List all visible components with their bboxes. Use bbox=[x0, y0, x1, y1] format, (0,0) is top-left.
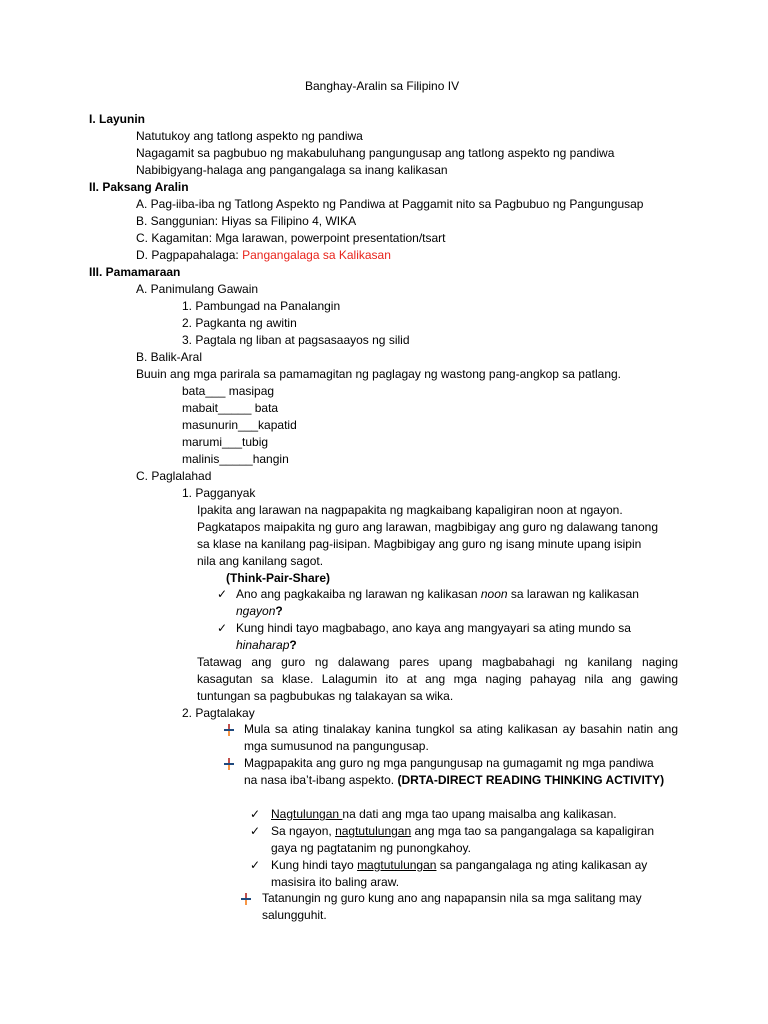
check-icon: ✓ bbox=[250, 858, 261, 872]
pagganyak-para-line: Tatawag ang guro ng dalawang pares upang magbabahagi ng kanilang naging bbox=[197, 655, 678, 669]
pagganyak-heading: 1. Pagganyak bbox=[182, 486, 256, 500]
paksa-item-c: C. Kagamitan: Mga larawan, powerpoint presentation/tsart bbox=[136, 231, 446, 245]
paglalahad-heading: C. Paglalahad bbox=[136, 469, 212, 483]
example-sentence-3 bbox=[271, 857, 647, 874]
verb-magtutulungan: magtutulungan bbox=[357, 858, 437, 872]
pagganyak-line: Ipakita ang larawan na nagpapakita ng magkaibang kapaligiran noon at ngayon. bbox=[197, 503, 623, 517]
q1-noon: noon bbox=[480, 587, 508, 601]
pagganyak-line: sa klase na kanilang pag-iisipan. Magbibigay ang guro ng isang minute upang isipin bbox=[197, 537, 642, 551]
balik-aral-item: marumi___tubig bbox=[182, 435, 269, 449]
sentence-3-pre: Kung hindi tayo bbox=[271, 858, 358, 872]
q1-ngayon: ngayon bbox=[236, 604, 276, 618]
layunin-item: Nabibigyang-halaga ang pangangalaga sa inang kalikasan bbox=[136, 163, 448, 177]
pagganyak-line: Pagkatapos maipakita ng guro ang larawan, magbibigay ang guro ng dalawang tanong bbox=[197, 520, 658, 534]
paksa-item-d bbox=[136, 247, 391, 264]
example-sentence-2 bbox=[271, 823, 654, 840]
verb-nagtulungan: Nagtulungan bbox=[271, 807, 343, 821]
document-title: Banghay-Aralin sa Filipino IV bbox=[305, 79, 460, 93]
q1-end: ? bbox=[275, 604, 283, 618]
paksa-item-a: A. Pag-iiba-iba ng Tatlong Aspekto ng Pandiwa at Paggamit nito sa Pagbubuo ng Pangungusap bbox=[136, 197, 644, 211]
check-icon: ✓ bbox=[250, 807, 261, 821]
q1-mid: sa larawan ng kalikasan bbox=[507, 587, 639, 601]
balik-aral-item: malinis_____hangin bbox=[182, 452, 289, 466]
panimulang-item: 3. Pagtala ng liban at pagsasaayos ng silid bbox=[182, 333, 410, 347]
balik-aral-item: mabait_____ bata bbox=[182, 401, 279, 415]
verb-nagtutulungan: nagtutulungan bbox=[335, 824, 412, 838]
example-sentence-2-cont: gaya ng pagtatanim ng punongkahoy. bbox=[271, 841, 471, 855]
pagtalakay-heading: 2. Pagtalakay bbox=[182, 706, 255, 720]
pagganyak-line: nila ang kanilang sagot. bbox=[197, 554, 324, 568]
pagganyak-question-1 bbox=[236, 586, 639, 603]
pagganyak-para-line: tuntungan sa pagbubukas ng talakayan sa wika. bbox=[197, 689, 454, 703]
q2-hinaharap: hinaharap bbox=[236, 638, 290, 652]
pagpapahalaga-value: Pangangalaga sa Kalikasan bbox=[242, 248, 391, 262]
arrow-bullet-icon bbox=[224, 724, 236, 736]
check-icon: ✓ bbox=[250, 824, 261, 838]
paksa-item-b: B. Sanggunian: Hiyas sa Filipino 4, WIKA bbox=[136, 214, 357, 228]
example-sentence-1 bbox=[271, 806, 617, 823]
pagtalakay-p1-line: mga sumusunod na pangungusap. bbox=[244, 739, 429, 753]
pagpapahalaga-label: D. Pagpapahalaga: bbox=[136, 248, 243, 262]
layunin-item: Natutukoy ang tatlong aspekto ng pandiwa bbox=[136, 129, 363, 143]
drta-label: (DRTA-DIRECT READING THINKING ACTIVITY) bbox=[397, 773, 665, 787]
q2-end: ? bbox=[289, 638, 297, 652]
pagtalakay-p2-line bbox=[244, 772, 664, 789]
section-layunin-heading: I. Layunin bbox=[89, 112, 146, 126]
example-sentence-3-cont: masisira ito baling araw. bbox=[271, 875, 400, 889]
sentence-3-rest: sa pangangalaga ng ating kalikasan ay bbox=[436, 858, 648, 872]
pagtalakay-p2-line: Magpapakita ang guro ng mga pangungusap na gumagamit ng mga pandiwa bbox=[244, 756, 654, 770]
balik-aral-item: bata___ masipag bbox=[182, 384, 275, 398]
sentence-2-pre: Sa ngayon, bbox=[271, 824, 336, 838]
balik-aral-instruction: Buuin ang mga parirala sa pamamagitan ng paglagay ng wastong pang-angkop sa patlang. bbox=[136, 367, 622, 381]
panimulang-gawain-heading: A. Panimulang Gawain bbox=[136, 282, 259, 296]
pagganyak-question-1-cont bbox=[236, 603, 283, 620]
arrow-bullet-icon bbox=[224, 758, 236, 770]
check-icon: ✓ bbox=[217, 621, 228, 635]
sentence-1-rest: na dati ang mga tao upang maisalba ang kalikasan. bbox=[342, 807, 617, 821]
section-paksang-aralin-heading: II. Paksang Aralin bbox=[89, 180, 189, 194]
pagtalakay-p3-line: salungguhit. bbox=[262, 908, 327, 922]
pagtalakay-p3-line: Tatanungin ng guro kung ano ang napapansin nila sa mga salitang may bbox=[262, 891, 642, 905]
arrow-bullet-icon bbox=[241, 893, 253, 905]
check-icon: ✓ bbox=[217, 587, 228, 601]
layunin-item: Nagagamit sa pagbubuo ng makabuluhang pangungusap ang tatlong aspekto ng pandiwa bbox=[136, 146, 615, 160]
sentence-2-rest: ang mga tao sa pangangalaga sa kapaligiran bbox=[411, 824, 654, 838]
p2-text: na nasa iba’t-ibang aspekto. bbox=[244, 773, 398, 787]
panimulang-item: 1. Pambungad na Panalangin bbox=[182, 299, 341, 313]
balik-aral-heading: B. Balik-Aral bbox=[136, 350, 203, 364]
panimulang-item: 2. Pagkanta ng awitin bbox=[182, 316, 297, 330]
section-pamamaraan-heading: III. Pamamaraan bbox=[89, 265, 181, 279]
pagganyak-question-2: Kung hindi tayo magbabago, ano kaya ang mangyayari sa ating mundo sa bbox=[236, 621, 631, 635]
think-pair-share-label: (Think-Pair-Share) bbox=[226, 571, 331, 585]
pagganyak-question-2-cont bbox=[236, 637, 297, 654]
q1-text: Ano ang pagkakaiba ng larawan ng kalikasan bbox=[236, 587, 481, 601]
pagtalakay-p1-line: Mula sa ating tinalakay kanina tungkol sa ating kalikasan ay basahin natin ang bbox=[244, 722, 678, 736]
pagganyak-para-line: kasagutan sa klase. Lalagumin ito at ang mga naging pahayag nila ang gawing bbox=[197, 672, 678, 686]
balik-aral-item: masunurin___kapatid bbox=[182, 418, 297, 432]
